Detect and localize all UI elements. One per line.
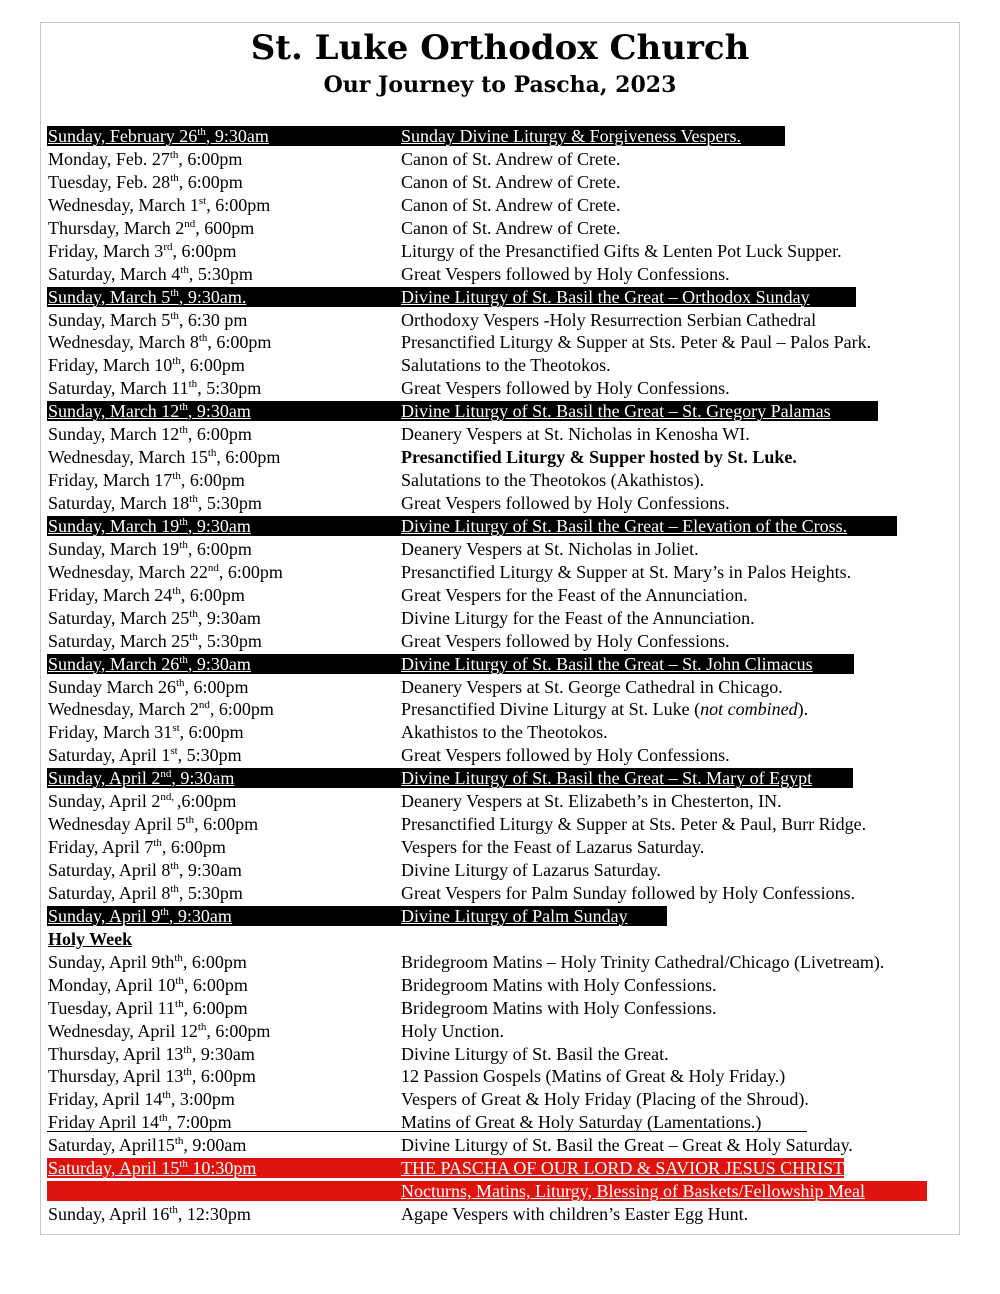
row-event: Canon of St. Andrew of Crete. (401, 171, 621, 192)
row-event: Presanctified Liturgy & Supper hosted by St. Luke. (401, 447, 797, 468)
row-event: Liturgy of the Presanctified Gifts & Lenten Pot Luck Supper. (401, 240, 842, 261)
schedule-row (47, 354, 957, 377)
schedule-row (47, 263, 957, 286)
row-event: Holy Unction. (401, 1020, 504, 1041)
row-date: Sunday, April $9th^{th}$, 6:00pm (48, 951, 247, 972)
row-event: Deanery Vespers at St. Nicholas in Kenosha WI. (401, 424, 750, 445)
row-date: Sunday, March 19th, 9:30am (48, 515, 251, 536)
schedule-row-sunday (47, 400, 957, 423)
row-event: Deanery Vespers at St. George Cathedral in Chicago. (401, 676, 783, 697)
row-event: Vespers of Great & Holy Friday (Placing of the Shroud). (401, 1089, 809, 1110)
row-date: Monday, April 10th, 6:00pm (48, 974, 248, 995)
row-event: Presanctified Liturgy & Supper at Sts. Peter & Paul – Palos Park. (401, 332, 872, 353)
row-event: Divine Liturgy of St. Basil the Great – Orthodox Sunday (401, 286, 810, 307)
row-event: Nocturns, Matins, Liturgy, Blessing of Baskets/Fellowship Meal (401, 1181, 865, 1202)
schedule-row (47, 1088, 957, 1111)
row-date: Sunday, March 5th, 9:30am. (48, 286, 247, 307)
row-event: Agape Vespers with children’s Easter Egg Hunt. (401, 1204, 749, 1225)
row-event: 12 Passion Gospels (Matins of Great & Holy Friday.) (401, 1066, 786, 1087)
holy-week-heading-row (47, 928, 957, 951)
row-date: Wednesday, March 22nd, 6:00pm (48, 561, 283, 582)
row-date: Thursday, March 2nd, 600pm (48, 217, 255, 238)
row-event: Presanctified Liturgy & Supper at Sts. Peter & Paul, Burr Ridge. (401, 814, 867, 835)
schedule-row (47, 469, 957, 492)
schedule-row-sunday (47, 767, 957, 790)
row-date: Sunday, March 12th, 6:00pm (48, 424, 252, 445)
row-date: Sunday, April 9th, 9:30am (48, 905, 232, 926)
row-event: Akathistos to the Theotokos. (401, 722, 608, 743)
row-event: Matins of Great & Holy Saturday (Lamentations.) (401, 1112, 762, 1133)
row-date: Saturday, April 1st, 5:30pm (48, 745, 242, 766)
row-event: Divine Liturgy of St. Basil the Great – St. John Climacus (401, 653, 813, 674)
row-event: Canon of St. Andrew of Crete. (401, 194, 621, 215)
schedule-row-sunday (47, 515, 957, 538)
row-event: Presanctified Divine Liturgy at St. Luke (not combined). (401, 699, 809, 720)
schedule-list (47, 125, 957, 1226)
row-event: Bridegroom Matins – Holy Trinity Cathedral/Chicago (Livetream). (401, 951, 885, 972)
row-date: Saturday, March 4th, 5:30pm (48, 263, 253, 284)
row-event: Great Vespers followed by Holy Confessions. (401, 493, 730, 513)
schedule-row (47, 951, 957, 974)
row-date: Friday, March 10th, 6:00pm (48, 355, 245, 376)
row-date: Friday, March 24th, 6:00pm (48, 584, 245, 605)
holy-week-heading: Holy Week (48, 928, 133, 949)
schedule-row-pascha-detail (47, 1180, 957, 1203)
schedule-row (47, 331, 957, 354)
row-event: Great Vespers followed by Holy Confessions. (401, 263, 730, 284)
row-date: Sunday, March 5th, 6:30 pm (48, 309, 248, 330)
row-event: Canon of St. Andrew of Crete. (401, 217, 621, 238)
row-event: Canon of St. Andrew of Crete. (401, 148, 621, 169)
schedule-row (47, 1134, 957, 1157)
schedule-row (47, 676, 957, 699)
schedule-row (47, 423, 957, 446)
row-date: Saturday, March 25th, 9:30am (48, 607, 261, 628)
row-event: Bridegroom Matins with Holy Confessions. (401, 997, 717, 1018)
row-event: Salutations to the Theotokos (Akathistos). (401, 470, 705, 491)
row-event: THE PASCHA OF OUR LORD & SAVIOR JESUS CHRIST (401, 1158, 845, 1179)
schedule-row (47, 584, 957, 607)
schedule-row (47, 492, 957, 515)
note-italic: not combined (700, 699, 798, 720)
row-date: Sunday, April 16th, 12:30pm (48, 1204, 251, 1225)
row-event: Great Vespers followed by Holy Confessions. (401, 630, 730, 651)
schedule-row-underlined (47, 1111, 957, 1134)
schedule-row (47, 698, 957, 721)
schedule-row-sunday (47, 905, 957, 928)
schedule-row-sunday (47, 653, 957, 676)
row-date: Sunday, April 2nd, 9:30am (48, 768, 235, 789)
row-date: Wednesday, March 1st, 6:00pm (48, 194, 271, 215)
schedule-row (47, 538, 957, 561)
row-date: Saturday, April15th, 9:00am (48, 1135, 247, 1156)
schedule-row (47, 148, 957, 171)
schedule-row (47, 813, 957, 836)
row-date: Saturday, March 18th, 5:30pm (48, 493, 262, 513)
schedule-row (47, 836, 957, 859)
row-event: Divine Liturgy of St. Basil the Great. (401, 1043, 669, 1064)
row-date: Friday April 14th, 7:00pm (48, 1112, 232, 1133)
row-date: Saturday, April 8th, 9:30am (48, 860, 242, 880)
schedule-row (47, 171, 957, 194)
row-event: Great Vespers followed by Holy Confessions. (401, 378, 730, 399)
schedule-row (47, 1020, 957, 1043)
row-date: Thursday, April 13th, 6:00pm (48, 1066, 256, 1087)
schedule-row-pascha (47, 1157, 957, 1180)
row-event: Divine Liturgy of St. Basil the Great – Great & Holy Saturday. (401, 1135, 853, 1156)
schedule-row (47, 974, 957, 997)
row-event: Vespers for the Feast of Lazarus Saturday. (401, 837, 705, 858)
schedule-row (47, 721, 957, 744)
row-date: Wednesday, March 8th, 6:00pm (48, 332, 272, 353)
row-date: Wednesday April 5th, 6:00pm (48, 814, 259, 835)
row-date: Saturday, March 25th, 5:30pm (48, 630, 262, 651)
schedule-row (47, 446, 957, 469)
row-date: Saturday, April 8th, 5:30pm (48, 882, 243, 903)
row-date: Saturday, March 11th, 5:30pm (48, 378, 262, 399)
row-date: Sunday March 26th, 6:00pm (48, 676, 249, 697)
row-event: Divine Liturgy of Lazarus Saturday. (401, 860, 661, 880)
row-date: Sunday, February 26th, 9:30am (48, 126, 269, 146)
schedule-row (47, 377, 957, 400)
row-event: Divine Liturgy of St. Basil the Great – St. Gregory Palamas (401, 401, 831, 422)
schedule-row (47, 1043, 957, 1066)
row-date: Wednesday, March 2nd, 6:00pm (48, 699, 274, 720)
row-date: Sunday, April $2^{nd,}$ ,6:00pm (48, 791, 237, 812)
page-subtitle: Our Journey to Pascha, 2023 (323, 72, 677, 98)
row-date: Sunday, March 19th, 6:00pm (48, 538, 252, 559)
row-date: Sunday, March 12th, 9:30am (48, 401, 251, 422)
schedule-row (47, 217, 957, 240)
row-date: Friday, March 17th, 6:00pm (48, 470, 245, 491)
row-date: Friday, April 7th, 6:00pm (48, 837, 226, 858)
row-date: Saturday, April 15th 10:30pm (48, 1158, 257, 1179)
row-event: Great Vespers for the Feast of the Annunciation. (401, 584, 748, 605)
schedule-row (47, 607, 957, 630)
row-date: Friday, March 3rd, 6:00pm (48, 240, 237, 261)
row-date: Tuesday, Feb. 28th, 6:00pm (48, 171, 243, 192)
row-date: Friday, April 14th, 3:00pm (48, 1089, 235, 1110)
row-event: Great Vespers followed by Holy Confessions. (401, 745, 730, 766)
row-date: Monday, Feb. 27th, 6:00pm (48, 148, 243, 169)
schedule-row (47, 859, 957, 882)
row-event: Salutations to the Theotokos. (401, 355, 611, 376)
row-date: Wednesday, April 12th, 6:00pm (48, 1020, 271, 1041)
schedule-row-sunday (47, 125, 957, 148)
row-event: Presanctified Liturgy & Supper at St. Mary’s in Palos Heights. (401, 561, 852, 582)
row-date: Tuesday, April 11th, 6:00pm (48, 997, 248, 1018)
schedule-row (47, 194, 957, 217)
row-date: Thursday, April 13th, 9:30am (48, 1043, 255, 1064)
row-event: Divine Liturgy of Palm Sunday (401, 905, 628, 926)
row-event: Great Vespers for Palm Sunday followed by Holy Confessions. (401, 882, 856, 903)
schedule-row-sunday (47, 286, 957, 309)
schedule-row (47, 882, 957, 905)
row-event: Sunday Divine Liturgy & Forgiveness Vespers. (401, 126, 741, 146)
schedule-row (47, 630, 957, 653)
row-event: Divine Liturgy for the Feast of the Annunciation. (401, 607, 755, 628)
schedule-row (47, 744, 957, 767)
row-event: Orthodoxy Vespers -Holy Resurrection Serbian Cathedral (401, 309, 817, 330)
page-title: St. Luke Orthodox Church (250, 28, 750, 68)
row-event: Deanery Vespers at St. Nicholas in Joliet. (401, 538, 699, 559)
schedule-row (47, 790, 957, 813)
schedule-row (47, 1203, 957, 1226)
schedule-row (47, 561, 957, 584)
row-event: Bridegroom Matins with Holy Confessions. (401, 974, 717, 995)
schedule-row (47, 997, 957, 1020)
schedule-row (47, 240, 957, 263)
schedule-row (47, 1065, 957, 1088)
row-date: Sunday, March 26th, 9:30am (48, 653, 251, 674)
row-date: Wednesday, March 15th, 6:00pm (48, 447, 281, 468)
row-event: Deanery Vespers at St. Elizabeth’s in Chesterton, IN. (401, 791, 782, 812)
row-event: Divine Liturgy of St. Basil the Great – Elevation of the Cross. (401, 515, 848, 536)
row-event: Divine Liturgy of St. Basil the Great – St. Mary of Egypt (401, 768, 813, 789)
row-date: Friday, March 31st, 6:00pm (48, 722, 244, 743)
schedule-row (47, 309, 957, 332)
